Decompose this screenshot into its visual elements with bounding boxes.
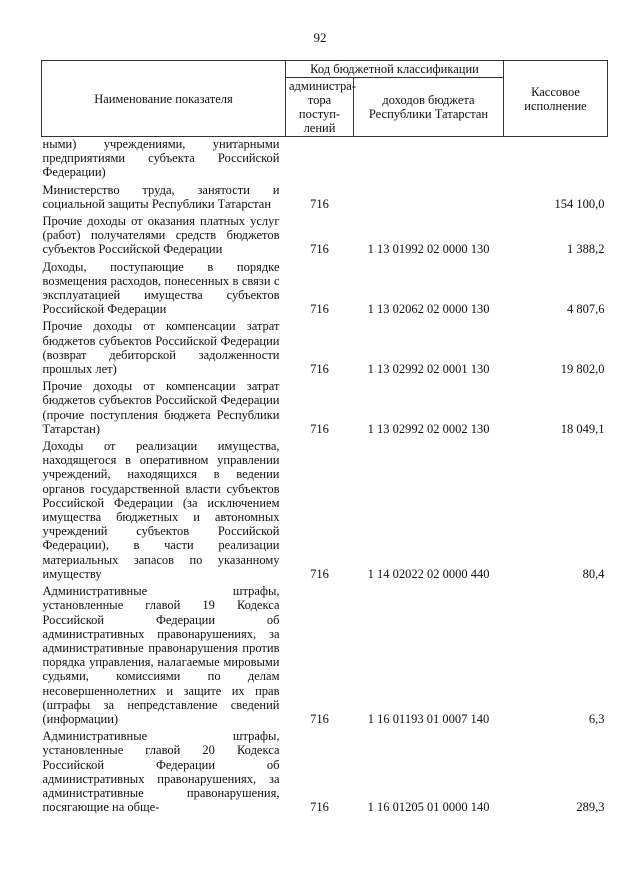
row-name: Административные штрафы, установленные главой 19 Кодекса Российской Федерации об административных правонарушениях, за административные правонарушения против порядка управления, налагаемые мировыми судьями, комиссиями по делам несовершеннолетних и защите их прав (штрафы за непредставление сведений (информации): [42, 584, 280, 726]
header-revenue: доходов бюджета Республики Татарстан: [354, 78, 504, 137]
row-execution: 154 100,0: [554, 196, 605, 211]
row-administrator: [286, 137, 354, 183]
header-name: Наименование показателя: [42, 61, 286, 137]
row-administrator: 716: [310, 302, 329, 317]
row-name: Доходы, поступающие в порядке возмещения расходов, понесенных в связи с эксплуатацией имущества субъектов Российской Федерации: [42, 259, 280, 317]
row-execution: 18 049,1: [560, 421, 605, 436]
row-name: Министерство труда, занятости и социальной защиты Республики Татарстан: [42, 182, 280, 211]
row-revenue-code: 1 13 01992 02 0000 130: [367, 242, 490, 257]
row-administrator: 716: [310, 566, 329, 581]
table-row: [42, 379, 608, 439]
row-execution: 4 807,6: [567, 302, 605, 317]
table-row: [42, 584, 608, 729]
table-header: [42, 61, 608, 137]
budget-table: [41, 60, 608, 817]
row-execution: 289,3: [576, 800, 605, 815]
row-revenue-code: 1 14 02022 02 0000 440: [367, 566, 490, 581]
row-execution: 80,4: [582, 566, 605, 581]
row-revenue-code: 1 16 01205 01 0000 140: [367, 800, 490, 815]
row-name: ными) учреждениями, унитарными предприятиями субъекта Российской Федерации): [42, 137, 280, 180]
row-name: Административные штрафы, установленные главой 20 Кодекса Российской Федерации об административных правонарушениях, за административные правонарушения, посягающие на обще-: [42, 729, 280, 815]
header-administrator: администра-тора поступ-лений: [286, 78, 354, 137]
row-administrator: 716: [310, 421, 329, 436]
table-body: [42, 137, 608, 818]
row-revenue-code: 1 13 02992 02 0002 130: [367, 421, 490, 436]
row-execution: 6,3: [588, 711, 605, 726]
page-number: 92: [313, 30, 327, 45]
row-revenue-code: [354, 183, 504, 214]
row-administrator: 716: [310, 800, 329, 815]
row-administrator: 716: [310, 196, 329, 211]
row-execution: 19 802,0: [560, 362, 605, 377]
table-row: [42, 260, 608, 320]
row-execution: [504, 137, 608, 183]
row-name: Доходы от реализации имущества, находящегося в оперативном управлении учреждений, находящихся в ведении органов государственной власти субъектов Российской Федерации (за исключением имущества бюджетных и автономных учреждений субъектов Российской Федерации), в части реализации материальных запасов по указанному имуществу: [42, 439, 280, 581]
row-execution: 1 388,2: [567, 242, 605, 257]
row-name: Прочие доходы от оказания платных услуг (работ) получателями средств бюджетов субъектов Российской Федерации: [42, 214, 280, 257]
row-name: Прочие доходы от компенсации затрат бюджетов субъектов Российской Федерации (прочие поступления бюджета Республики Татарстан): [42, 379, 280, 436]
row-administrator: 716: [310, 242, 329, 257]
row-administrator: 716: [310, 362, 329, 377]
table-row: [42, 319, 608, 379]
header-code-group: Код бюджетной классификации: [286, 61, 504, 78]
table-row: [42, 214, 608, 260]
row-revenue-code: 1 13 02062 02 0000 130: [367, 302, 490, 317]
header-execution: Кассовое исполнение: [504, 61, 608, 137]
table-row: [42, 137, 608, 183]
row-name: Прочие доходы от компенсации затрат бюджетов субъектов Российской Федерации (возврат дебиторской задолженности прошлых лет): [42, 319, 280, 377]
table-row: [42, 729, 608, 817]
row-revenue-code: [354, 137, 504, 183]
row-administrator: 716: [310, 711, 329, 726]
table-row: [42, 439, 608, 584]
table-row: [42, 183, 608, 214]
row-revenue-code: 1 13 02992 02 0001 130: [367, 362, 490, 377]
row-revenue-code: 1 16 01193 01 0007 140: [367, 711, 490, 726]
